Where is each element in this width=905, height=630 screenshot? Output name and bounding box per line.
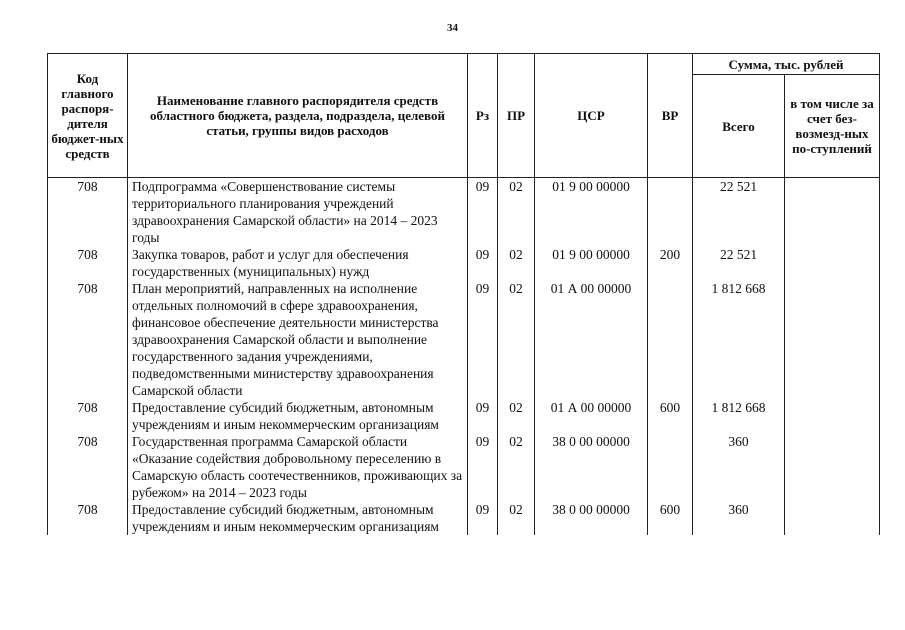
- header-vsego: Всего: [693, 75, 785, 178]
- row-vtom: [785, 501, 880, 535]
- row-name: Государственная программа Самарской области «Оказание содействия добровольному переселению в Самарскую область соотечественников, проживающих за рубежом» на 2014 – 2023 годы: [128, 433, 468, 501]
- row-pr: 02: [498, 501, 535, 535]
- row-vtom: [785, 280, 880, 399]
- row-rz: 09: [468, 433, 498, 501]
- header-kod: Код главного распоря-дителя бюджет-ных средств: [48, 54, 128, 178]
- row-csr: 38 0 00 00000: [535, 433, 648, 501]
- row-vsego: 1 812 668: [693, 280, 785, 399]
- row-vr: 200: [648, 246, 693, 280]
- budget-table: [47, 53, 880, 535]
- row-vr: [648, 280, 693, 399]
- row-rz: 09: [468, 246, 498, 280]
- row-kod: 708: [48, 501, 128, 535]
- table-row: [48, 178, 880, 247]
- row-vsego: 22 521: [693, 246, 785, 280]
- header-pr: ПР: [498, 54, 535, 178]
- row-vr: [648, 433, 693, 501]
- row-csr: 01 9 00 00000: [535, 246, 648, 280]
- row-rz: 09: [468, 501, 498, 535]
- table-row: [48, 433, 880, 501]
- row-kod: 708: [48, 280, 128, 399]
- row-name: Закупка товаров, работ и услуг для обеспечения государственных (муниципальных) нужд: [128, 246, 468, 280]
- row-rz: 09: [468, 178, 498, 247]
- row-vr: 600: [648, 501, 693, 535]
- header-vtom: в том числе за счет без-возмезд-ных по-ступлений: [785, 75, 880, 178]
- row-vr: 600: [648, 399, 693, 433]
- row-rz: 09: [468, 399, 498, 433]
- row-kod: 708: [48, 246, 128, 280]
- row-csr: 01 А 00 00000: [535, 280, 648, 399]
- row-vsego: 1 812 668: [693, 399, 785, 433]
- row-rz: 09: [468, 280, 498, 399]
- row-csr: 01 А 00 00000: [535, 399, 648, 433]
- row-vtom: [785, 246, 880, 280]
- header-csr: ЦСР: [535, 54, 648, 178]
- page-number: 34: [447, 22, 458, 34]
- row-vsego: 360: [693, 433, 785, 501]
- row-name: План мероприятий, направленных на исполнение отдельных полномочий в сфере здравоохранения, финансовое обеспечение деятельности министерства здравоохранения Самарской области и выполнение государственного задания учреждениями, подведомственными министерству здравоохранения Самарской области: [128, 280, 468, 399]
- row-name: Подпрограмма «Совершенствование системы территориального планирования учреждений здравоохранения Самарской области» на 2014 – 2023 годы: [128, 178, 468, 247]
- row-vtom: [785, 433, 880, 501]
- header-vr: ВР: [648, 54, 693, 178]
- header-rz: Рз: [468, 54, 498, 178]
- row-vtom: [785, 178, 880, 247]
- row-vtom: [785, 399, 880, 433]
- row-pr: 02: [498, 178, 535, 247]
- row-csr: 01 9 00 00000: [535, 178, 648, 247]
- header-summa: Сумма, тыс. рублей: [693, 54, 880, 75]
- header-name: Наименование главного распорядителя средств областного бюджета, раздела, подраздела, целевой статьи, группы видов расходов: [128, 54, 468, 178]
- row-pr: 02: [498, 280, 535, 399]
- table-row: [48, 501, 880, 535]
- row-kod: 708: [48, 399, 128, 433]
- row-name: Предоставление субсидий бюджетным, автономным учреждениям и иным некоммерческим организациям: [128, 501, 468, 535]
- row-pr: 02: [498, 399, 535, 433]
- row-pr: 02: [498, 246, 535, 280]
- row-pr: 02: [498, 433, 535, 501]
- row-name: Предоставление субсидий бюджетным, автономным учреждениям и иным некоммерческим организациям: [128, 399, 468, 433]
- table-row: [48, 280, 880, 399]
- row-kod: 708: [48, 178, 128, 247]
- row-vr: [648, 178, 693, 247]
- table-row: [48, 399, 880, 433]
- row-csr: 38 0 00 00000: [535, 501, 648, 535]
- row-vsego: 360: [693, 501, 785, 535]
- row-vsego: 22 521: [693, 178, 785, 247]
- row-kod: 708: [48, 433, 128, 501]
- table-row: [48, 246, 880, 280]
